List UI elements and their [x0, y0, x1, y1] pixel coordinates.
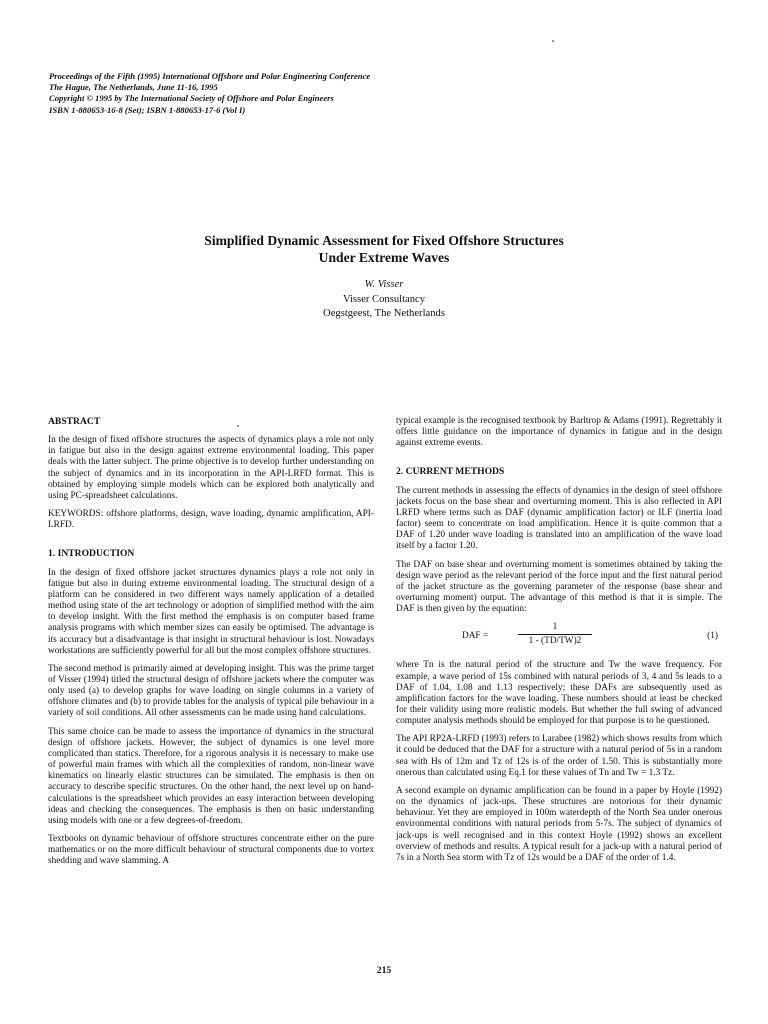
methods-paragraph-1: The current methods in assessing the effects of dynamics in the design of steel offshore jackets focus on the base shear and overturning moment. This is also reflected in API LRFD where terms such as DAF (dynamic amplification factor) or ILF (inertia load factor) seem to concentrate on load amplification. Hence it is quite common that a DAF of 1.20 under wave loading is translated into an amplification of the wave load itself by a factor 1.20.	[396, 485, 722, 552]
header-copyright: Copyright © 1995 by The International Society of Offshore and Polar Engineers	[49, 93, 334, 104]
equation-fraction	[518, 622, 592, 647]
proceedings-header	[49, 71, 469, 116]
header-isbn: ISBN 1-880653-16-8 (Set); ISBN 1-880653-17-6 (Vol I)	[49, 104, 246, 115]
equation-numerator: 1	[552, 622, 558, 633]
introduction-paragraph-4: Textbooks on dynamic behaviour of offshore structures concentrate either on the pure mathematics or on the more difficult behaviour of structural components due to vortex shedding and wave slamming. A	[48, 834, 374, 867]
equation-1	[396, 622, 722, 652]
title-line-1: Simplified Dynamic Assessment for Fixed Offshore Structures	[204, 233, 564, 248]
abstract-heading: ABSTRACT	[48, 416, 101, 427]
methods-paragraph-5: A second example on dynamic amplification can be found in a paper by Hoyle (1992) on the dynamics of jack-ups. These structures are notorious for their dynamic behaviour. Yet they are employed in 100m waterdepth of the North Sea under onerous environmental conditions with natural periods from 5-7s. The subject of dynamics of jack-ups is well recognised and in this context Hoyle (1992) shows an excellent overview of methods and results. A typical result for a jack-up with a natural period of 7s in a North Sea storm with Tz of 12s would be a DAF of the order of 1.4.	[396, 785, 722, 863]
equation-denominator: 1 - (TD/TW)2	[528, 636, 582, 647]
introduction-paragraph-1: In the design of fixed offshore jacket structures dynamics plays a role not only in fatigue but also in during extreme environmental loading. The structural design of a platform can be considered in two different ways namely application of a detailed method using state of the art technology or adoption of simplified method with the aim to develop insight. With the first method the emphasis is on computer based frame analysis programs with which member sizes can easily be optimised. The advantage is its accuracy but a disadvantage is that insight in structural behaviour is lost. Nowadays workstations are sufficiently powerful for all but the most complex offshore structures.	[48, 567, 374, 656]
header-conference: Proceedings of the Fifth (1995) International Offshore and Polar Engineering Conference	[49, 71, 371, 81]
equation-number: (1)	[707, 631, 718, 642]
author-block	[84, 278, 684, 322]
introduction-paragraph-3: This same choice can be made to assess the importance of dynamics in the structural design of offshore jackets. However, the subject of dynamics is one level more complicated than statics. Therefore, for a rigorous analysis it is necessary to make use of powerful main frames with which all the complexities of random, non-linear wave kinematics on linearly elastic structures can be simulated. The emphasis is then on accuracy to describe specific structures. On the other hand, the next level up on hand-calculations is the spreadsheet which provides an easy interaction between developing ideas and checking the consequences. The emphasis is then on basic understanding using models with one or a few degrees-of-freedom.	[48, 726, 374, 826]
methods-paragraph-2: The DAF on base shear and overturning moment is sometimes obtained by taking the design wave period as the relevant period of the force input and the first natural period of the jacket structure as the governing parameter of the response (base shear and overturning moment) output. The advantage of this method is that it is simple. The DAF is then given by the equation:	[396, 559, 722, 615]
left-column	[48, 416, 374, 874]
introduction-heading: 1. INTRODUCTION	[48, 548, 135, 560]
methods-paragraph-3: where Tn is the natural period of the structure and Tw the wave frequency. For example, a wave period of 15s combined with natural periods of 3, 4 and 5s leads to a DAF of 1.04, 1.08 and 1.13 respectively; these DAFs are subsequently used as amplification factors for the wave loading. These numbers should at least be checked for their validity using more realistic models. But whether the full swing of advanced computer analysis methods should be employed for that purpose is to be questioned.	[396, 660, 722, 727]
methods-paragraph-4: The API RP2A-LRFD (1993) refers to Larabee (1982) which shows results from which it could be deduced that the DAF for a structure with a natural period of 5s in a random sea with Hs of 12m and Tz of 12s is of the order of 1.50. This is substantially more onerous than calculated using Eq.1 for these values of Tn and Tw = 1.3 Tz.	[396, 734, 722, 778]
scan-speck	[237, 425, 239, 427]
keywords-text: KEYWORDS: offshore platforms, design, wave loading, dynamic amplification, API-LRFD.	[48, 509, 374, 531]
author-affiliation: Visser Consultancy	[342, 293, 426, 305]
title-line-2: Under Extreme Waves	[318, 250, 450, 265]
author-location: Oegstgeest, The Netherlands	[323, 308, 445, 319]
author-name: W. Visser	[364, 279, 404, 290]
header-location: The Hague, The Netherlands, June 11-16, 1995	[49, 82, 218, 93]
equation-lhs: DAF =	[462, 631, 489, 642]
current-methods-heading: 2. CURRENT METHODS	[396, 466, 505, 478]
right-column	[396, 416, 722, 871]
page-number: 215	[376, 965, 392, 976]
continuation-paragraph: typical example is the recognised textbook by Barltrop & Adams (1991). Regrettably it offers little guidance on the importance of dynamics in fatigue and in the design against extreme events.	[396, 416, 722, 449]
abstract-text: In the design of fixed offshore structures the aspects of dynamics plays a role not only in fatigue but also in the design against extreme environmental loading. This paper deals with the latter subject. The prime objective is to develop further understanding on the subject of dynamics and in its incorporation in the API-LRFD format. This is obtained by employing simple models which can be explored both analytically and using PC-spreadsheet calculations.	[48, 435, 374, 501]
paper-title	[84, 232, 684, 266]
scan-speck	[552, 40, 554, 42]
introduction-paragraph-2: The second method is primarily aimed at developing insight. This was the prime target of Visser (1994) titled the structural design of offshore jackets where the computer was only used (a) to develop graphs for wave loading on single columns in a variety of offshore climates and (b) to provide tables for the analysis of typical pile behaviour in a variety of soil conditions. All other assessments can be made using hand calculations.	[48, 663, 374, 719]
